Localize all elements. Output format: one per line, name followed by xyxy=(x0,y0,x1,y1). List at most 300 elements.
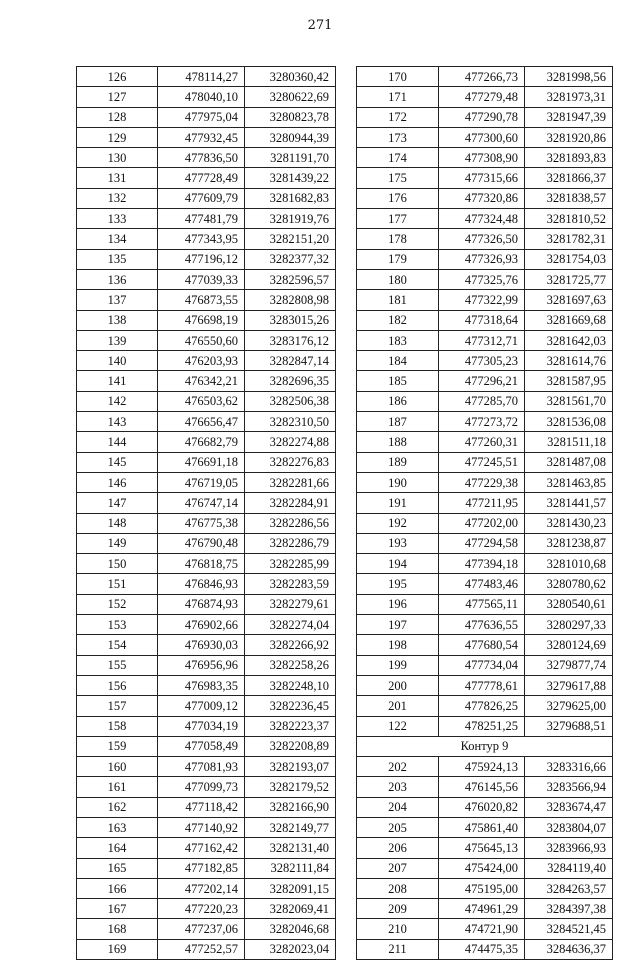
y-coordinate-cell: 3281430,23 xyxy=(525,513,613,533)
y-coordinate-cell: 3281919,76 xyxy=(245,209,336,229)
table-row xyxy=(77,351,336,371)
table-row xyxy=(357,594,613,614)
x-coordinate-cell: 477318,64 xyxy=(439,310,525,330)
point-number-cell: 205 xyxy=(357,817,439,837)
table-row xyxy=(357,716,613,736)
x-coordinate-cell: 476656,47 xyxy=(158,412,245,432)
point-number-cell: 163 xyxy=(77,817,158,837)
point-number-cell: 189 xyxy=(357,452,439,472)
y-coordinate-cell: 3283966,93 xyxy=(525,838,613,858)
y-coordinate-cell: 3280297,33 xyxy=(525,615,613,635)
point-number-cell: 195 xyxy=(357,574,439,594)
point-number-cell: 138 xyxy=(77,310,158,330)
point-number-cell: 159 xyxy=(77,736,158,756)
y-coordinate-cell: 3282281,66 xyxy=(245,472,336,492)
table-row xyxy=(357,188,613,208)
table-row xyxy=(357,878,613,898)
y-coordinate-cell: 3282284,91 xyxy=(245,493,336,513)
x-coordinate-cell: 477245,51 xyxy=(439,452,525,472)
table-row xyxy=(357,533,613,553)
y-coordinate-cell: 3282193,07 xyxy=(245,757,336,777)
coordinates-table-right xyxy=(356,66,613,960)
point-number-cell: 199 xyxy=(357,655,439,675)
point-number-cell: 169 xyxy=(77,939,158,959)
table-row xyxy=(357,249,613,269)
table-row xyxy=(77,696,336,716)
table-row xyxy=(77,269,336,289)
y-coordinate-cell: 3280944,39 xyxy=(245,127,336,147)
x-coordinate-cell: 477975,04 xyxy=(158,107,245,127)
x-coordinate-cell: 476846,93 xyxy=(158,574,245,594)
table-row xyxy=(357,675,613,695)
y-coordinate-cell: 3282808,98 xyxy=(245,290,336,310)
point-number-cell: 185 xyxy=(357,371,439,391)
x-coordinate-cell: 475424,00 xyxy=(439,858,525,878)
page-number: 271 xyxy=(307,18,333,33)
point-number-cell: 192 xyxy=(357,513,439,533)
y-coordinate-cell: 3279625,00 xyxy=(525,696,613,716)
x-coordinate-cell: 476775,38 xyxy=(158,513,245,533)
point-number-cell: 206 xyxy=(357,838,439,858)
x-coordinate-cell: 477312,71 xyxy=(439,330,525,350)
y-coordinate-cell: 3282274,88 xyxy=(245,432,336,452)
table-row xyxy=(77,757,336,777)
x-coordinate-cell: 477196,12 xyxy=(158,249,245,269)
x-coordinate-cell: 476550,60 xyxy=(158,330,245,350)
point-number-cell: 161 xyxy=(77,777,158,797)
table-row xyxy=(77,635,336,655)
table-row xyxy=(357,351,613,371)
table-row xyxy=(77,858,336,878)
point-number-cell: 154 xyxy=(77,635,158,655)
table-row xyxy=(77,148,336,168)
x-coordinate-cell: 477481,79 xyxy=(158,209,245,229)
y-coordinate-cell: 3282131,40 xyxy=(245,838,336,858)
x-coordinate-cell: 477325,76 xyxy=(439,269,525,289)
point-number-cell: 151 xyxy=(77,574,158,594)
point-number-cell: 194 xyxy=(357,554,439,574)
table-row xyxy=(357,87,613,107)
table-row xyxy=(357,391,613,411)
table-row xyxy=(77,391,336,411)
y-coordinate-cell: 3284263,57 xyxy=(525,878,613,898)
point-number-cell: 140 xyxy=(77,351,158,371)
y-coordinate-cell: 3281191,70 xyxy=(245,148,336,168)
x-coordinate-cell: 474475,35 xyxy=(439,939,525,959)
y-coordinate-cell: 3282069,41 xyxy=(245,899,336,919)
point-number-cell: 201 xyxy=(357,696,439,716)
x-coordinate-cell: 477118,42 xyxy=(158,797,245,817)
point-number-cell: 187 xyxy=(357,412,439,432)
point-number-cell: 150 xyxy=(77,554,158,574)
x-coordinate-cell: 476930,03 xyxy=(158,635,245,655)
point-number-cell: 155 xyxy=(77,655,158,675)
x-coordinate-cell: 477285,70 xyxy=(439,391,525,411)
table-row xyxy=(77,594,336,614)
table-row xyxy=(77,797,336,817)
x-coordinate-cell: 476874,93 xyxy=(158,594,245,614)
table-row xyxy=(357,554,613,574)
x-coordinate-cell: 477322,99 xyxy=(439,290,525,310)
point-number-cell: 145 xyxy=(77,452,158,472)
y-coordinate-cell: 3281441,57 xyxy=(525,493,613,513)
point-number-cell: 177 xyxy=(357,209,439,229)
x-coordinate-cell: 477483,46 xyxy=(439,574,525,594)
point-number-cell: 166 xyxy=(77,878,158,898)
x-coordinate-cell: 476790,48 xyxy=(158,533,245,553)
x-coordinate-cell: 475924,13 xyxy=(439,757,525,777)
x-coordinate-cell: 476983,35 xyxy=(158,675,245,695)
x-coordinate-cell: 477343,95 xyxy=(158,229,245,249)
x-coordinate-cell: 477320,86 xyxy=(439,188,525,208)
table-row xyxy=(77,412,336,432)
y-coordinate-cell: 3283176,12 xyxy=(245,330,336,350)
y-coordinate-cell: 3281463,85 xyxy=(525,472,613,492)
x-coordinate-cell: 477009,12 xyxy=(158,696,245,716)
table-row xyxy=(357,107,613,127)
y-coordinate-cell: 3282274,04 xyxy=(245,615,336,635)
table-row xyxy=(77,127,336,147)
table-row xyxy=(77,817,336,837)
y-coordinate-cell: 3282151,20 xyxy=(245,229,336,249)
point-number-cell: 196 xyxy=(357,594,439,614)
y-coordinate-cell: 3281487,08 xyxy=(525,452,613,472)
table-row xyxy=(77,615,336,635)
table-row xyxy=(77,838,336,858)
y-coordinate-cell: 3283566,94 xyxy=(525,777,613,797)
point-number-cell: 149 xyxy=(77,533,158,553)
point-number-cell: 164 xyxy=(77,838,158,858)
x-coordinate-cell: 477039,33 xyxy=(158,269,245,289)
point-number-cell: 170 xyxy=(357,67,439,87)
x-coordinate-cell: 477294,58 xyxy=(439,533,525,553)
table-row xyxy=(357,148,613,168)
table-row xyxy=(357,797,613,817)
y-coordinate-cell: 3281810,52 xyxy=(525,209,613,229)
x-coordinate-cell: 477266,73 xyxy=(439,67,525,87)
point-number-cell: 127 xyxy=(77,87,158,107)
point-number-cell: 136 xyxy=(77,269,158,289)
table-row xyxy=(357,493,613,513)
x-coordinate-cell: 476873,55 xyxy=(158,290,245,310)
point-number-cell: 133 xyxy=(77,209,158,229)
point-number-cell: 188 xyxy=(357,432,439,452)
x-coordinate-cell: 478040,10 xyxy=(158,87,245,107)
point-number-cell: 183 xyxy=(357,330,439,350)
point-number-cell: 156 xyxy=(77,675,158,695)
y-coordinate-cell: 3279877,74 xyxy=(525,655,613,675)
y-coordinate-cell: 3284119,40 xyxy=(525,858,613,878)
x-coordinate-cell: 477162,42 xyxy=(158,838,245,858)
x-coordinate-cell: 477326,93 xyxy=(439,249,525,269)
y-coordinate-cell: 3282111,84 xyxy=(245,858,336,878)
y-coordinate-cell: 3282248,10 xyxy=(245,675,336,695)
x-coordinate-cell: 477290,78 xyxy=(439,107,525,127)
y-coordinate-cell: 3281614,76 xyxy=(525,351,613,371)
y-coordinate-cell: 3284636,37 xyxy=(525,939,613,959)
x-coordinate-cell: 476719,05 xyxy=(158,472,245,492)
point-number-cell: 132 xyxy=(77,188,158,208)
table-row xyxy=(357,472,613,492)
x-coordinate-cell: 477636,55 xyxy=(439,615,525,635)
table-row xyxy=(357,67,613,87)
point-number-cell: 173 xyxy=(357,127,439,147)
x-coordinate-cell: 476342,21 xyxy=(158,371,245,391)
y-coordinate-cell: 3281725,77 xyxy=(525,269,613,289)
table-row xyxy=(357,269,613,289)
table-row xyxy=(77,736,336,756)
table-row xyxy=(357,371,613,391)
x-coordinate-cell: 476747,14 xyxy=(158,493,245,513)
y-coordinate-cell: 3279617,88 xyxy=(525,675,613,695)
table-row xyxy=(357,858,613,878)
table-row xyxy=(357,838,613,858)
point-number-cell: 148 xyxy=(77,513,158,533)
table-row xyxy=(357,736,613,756)
y-coordinate-cell: 3282696,35 xyxy=(245,371,336,391)
y-coordinate-cell: 3282266,92 xyxy=(245,635,336,655)
table-body xyxy=(357,67,613,960)
x-coordinate-cell: 477182,85 xyxy=(158,858,245,878)
section-heading-cell: Контур 9 xyxy=(357,736,613,756)
point-number-cell: 141 xyxy=(77,371,158,391)
x-coordinate-cell: 476956,96 xyxy=(158,655,245,675)
table-row xyxy=(357,452,613,472)
y-coordinate-cell: 3282258,26 xyxy=(245,655,336,675)
x-coordinate-cell: 475861,40 xyxy=(439,817,525,837)
table-row xyxy=(357,919,613,939)
y-coordinate-cell: 3281587,95 xyxy=(525,371,613,391)
x-coordinate-cell: 476691,18 xyxy=(158,452,245,472)
x-coordinate-cell: 476145,56 xyxy=(439,777,525,797)
point-number-cell: 168 xyxy=(77,919,158,939)
x-coordinate-cell: 477836,50 xyxy=(158,148,245,168)
table-row xyxy=(77,513,336,533)
point-number-cell: 134 xyxy=(77,229,158,249)
point-number-cell: 178 xyxy=(357,229,439,249)
point-number-cell: 139 xyxy=(77,330,158,350)
y-coordinate-cell: 3282377,32 xyxy=(245,249,336,269)
x-coordinate-cell: 474961,29 xyxy=(439,899,525,919)
x-coordinate-cell: 477034,19 xyxy=(158,716,245,736)
x-coordinate-cell: 476698,19 xyxy=(158,310,245,330)
coordinates-table-left xyxy=(76,66,336,960)
point-number-cell: 208 xyxy=(357,878,439,898)
point-number-cell: 158 xyxy=(77,716,158,736)
x-coordinate-cell: 477324,48 xyxy=(439,209,525,229)
point-number-cell: 207 xyxy=(357,858,439,878)
y-coordinate-cell: 3282023,04 xyxy=(245,939,336,959)
y-coordinate-cell: 3281669,68 xyxy=(525,310,613,330)
x-coordinate-cell: 478251,25 xyxy=(439,716,525,736)
x-coordinate-cell: 474721,90 xyxy=(439,919,525,939)
y-coordinate-cell: 3284521,45 xyxy=(525,919,613,939)
y-coordinate-cell: 3282286,56 xyxy=(245,513,336,533)
x-coordinate-cell: 477211,95 xyxy=(439,493,525,513)
table-row xyxy=(77,87,336,107)
y-coordinate-cell: 3281947,39 xyxy=(525,107,613,127)
point-number-cell: 204 xyxy=(357,797,439,817)
y-coordinate-cell: 3283804,07 xyxy=(525,817,613,837)
x-coordinate-cell: 476203,93 xyxy=(158,351,245,371)
y-coordinate-cell: 3282208,89 xyxy=(245,736,336,756)
point-number-cell: 146 xyxy=(77,472,158,492)
point-number-cell: 152 xyxy=(77,594,158,614)
point-number-cell: 143 xyxy=(77,412,158,432)
y-coordinate-cell: 3280360,42 xyxy=(245,67,336,87)
x-coordinate-cell: 477260,31 xyxy=(439,432,525,452)
y-coordinate-cell: 3283015,26 xyxy=(245,310,336,330)
table-row xyxy=(357,310,613,330)
x-coordinate-cell: 475645,13 xyxy=(439,838,525,858)
table-row xyxy=(77,249,336,269)
point-number-cell: 122 xyxy=(357,716,439,736)
point-number-cell: 176 xyxy=(357,188,439,208)
point-number-cell: 171 xyxy=(357,87,439,107)
table-row xyxy=(357,757,613,777)
table-row xyxy=(77,574,336,594)
point-number-cell: 144 xyxy=(77,432,158,452)
point-number-cell: 130 xyxy=(77,148,158,168)
table-row xyxy=(77,675,336,695)
y-coordinate-cell: 3282279,61 xyxy=(245,594,336,614)
y-coordinate-cell: 3281920,86 xyxy=(525,127,613,147)
y-coordinate-cell: 3282596,57 xyxy=(245,269,336,289)
x-coordinate-cell: 477279,48 xyxy=(439,87,525,107)
point-number-cell: 179 xyxy=(357,249,439,269)
table-row xyxy=(77,107,336,127)
y-coordinate-cell: 3284397,38 xyxy=(525,899,613,919)
table-row xyxy=(357,615,613,635)
x-coordinate-cell: 477237,06 xyxy=(158,919,245,939)
table-row xyxy=(77,919,336,939)
y-coordinate-cell: 3281010,68 xyxy=(525,554,613,574)
y-coordinate-cell: 3281697,63 xyxy=(525,290,613,310)
y-coordinate-cell: 3281511,18 xyxy=(525,432,613,452)
y-coordinate-cell: 3280622,69 xyxy=(245,87,336,107)
point-number-cell: 142 xyxy=(77,391,158,411)
table-row xyxy=(77,188,336,208)
x-coordinate-cell: 477099,73 xyxy=(158,777,245,797)
y-coordinate-cell: 3280823,78 xyxy=(245,107,336,127)
table-row xyxy=(357,574,613,594)
y-coordinate-cell: 3282847,14 xyxy=(245,351,336,371)
point-number-cell: 147 xyxy=(77,493,158,513)
y-coordinate-cell: 3281973,31 xyxy=(525,87,613,107)
table-row xyxy=(357,229,613,249)
y-coordinate-cell: 3281536,08 xyxy=(525,412,613,432)
point-number-cell: 200 xyxy=(357,675,439,695)
x-coordinate-cell: 477229,38 xyxy=(439,472,525,492)
point-number-cell: 153 xyxy=(77,615,158,635)
y-coordinate-cell: 3281782,31 xyxy=(525,229,613,249)
table-row xyxy=(357,432,613,452)
y-coordinate-cell: 3282276,83 xyxy=(245,452,336,472)
x-coordinate-cell: 476902,66 xyxy=(158,615,245,635)
x-coordinate-cell: 477394,18 xyxy=(439,554,525,574)
point-number-cell: 209 xyxy=(357,899,439,919)
y-coordinate-cell: 3283674,47 xyxy=(525,797,613,817)
x-coordinate-cell: 477300,60 xyxy=(439,127,525,147)
point-number-cell: 175 xyxy=(357,168,439,188)
x-coordinate-cell: 477326,50 xyxy=(439,229,525,249)
y-coordinate-cell: 3282310,50 xyxy=(245,412,336,432)
table-row xyxy=(77,493,336,513)
x-coordinate-cell: 477609,79 xyxy=(158,188,245,208)
x-coordinate-cell: 477140,92 xyxy=(158,817,245,837)
x-coordinate-cell: 477273,72 xyxy=(439,412,525,432)
table-row xyxy=(357,696,613,716)
y-coordinate-cell: 3281439,22 xyxy=(245,168,336,188)
y-coordinate-cell: 3279688,51 xyxy=(525,716,613,736)
point-number-cell: 174 xyxy=(357,148,439,168)
table-row xyxy=(77,452,336,472)
x-coordinate-cell: 476682,79 xyxy=(158,432,245,452)
x-coordinate-cell: 477308,90 xyxy=(439,148,525,168)
x-coordinate-cell: 478114,27 xyxy=(158,67,245,87)
table-row xyxy=(77,67,336,87)
point-number-cell: 203 xyxy=(357,777,439,797)
point-number-cell: 165 xyxy=(77,858,158,878)
point-number-cell: 126 xyxy=(77,67,158,87)
table-row xyxy=(77,330,336,350)
point-number-cell: 131 xyxy=(77,168,158,188)
y-coordinate-cell: 3282179,52 xyxy=(245,777,336,797)
x-coordinate-cell: 475195,00 xyxy=(439,878,525,898)
table-row xyxy=(357,209,613,229)
table-body xyxy=(77,67,336,960)
point-number-cell: 184 xyxy=(357,351,439,371)
y-coordinate-cell: 3282046,68 xyxy=(245,919,336,939)
table-row xyxy=(77,168,336,188)
point-number-cell: 162 xyxy=(77,797,158,817)
y-coordinate-cell: 3281642,03 xyxy=(525,330,613,350)
x-coordinate-cell: 477565,11 xyxy=(439,594,525,614)
x-coordinate-cell: 477202,14 xyxy=(158,878,245,898)
table-row xyxy=(77,209,336,229)
table-row xyxy=(77,371,336,391)
x-coordinate-cell: 477315,66 xyxy=(439,168,525,188)
y-coordinate-cell: 3282223,37 xyxy=(245,716,336,736)
table-row xyxy=(77,878,336,898)
x-coordinate-cell: 476818,75 xyxy=(158,554,245,574)
x-coordinate-cell: 476020,82 xyxy=(439,797,525,817)
x-coordinate-cell: 477252,57 xyxy=(158,939,245,959)
table-row xyxy=(357,168,613,188)
point-number-cell: 211 xyxy=(357,939,439,959)
point-number-cell: 157 xyxy=(77,696,158,716)
x-coordinate-cell: 477220,23 xyxy=(158,899,245,919)
table-row xyxy=(357,635,613,655)
table-row xyxy=(77,716,336,736)
y-coordinate-cell: 3282286,79 xyxy=(245,533,336,553)
y-coordinate-cell: 3281561,70 xyxy=(525,391,613,411)
table-row xyxy=(77,310,336,330)
table-row xyxy=(77,939,336,959)
point-number-cell: 172 xyxy=(357,107,439,127)
point-number-cell: 182 xyxy=(357,310,439,330)
y-coordinate-cell: 3281866,37 xyxy=(525,168,613,188)
point-number-cell: 186 xyxy=(357,391,439,411)
y-coordinate-cell: 3282091,15 xyxy=(245,878,336,898)
x-coordinate-cell: 477932,45 xyxy=(158,127,245,147)
point-number-cell: 128 xyxy=(77,107,158,127)
x-coordinate-cell: 477728,49 xyxy=(158,168,245,188)
point-number-cell: 135 xyxy=(77,249,158,269)
table-row xyxy=(357,939,613,959)
table-row xyxy=(77,554,336,574)
x-coordinate-cell: 477296,21 xyxy=(439,371,525,391)
